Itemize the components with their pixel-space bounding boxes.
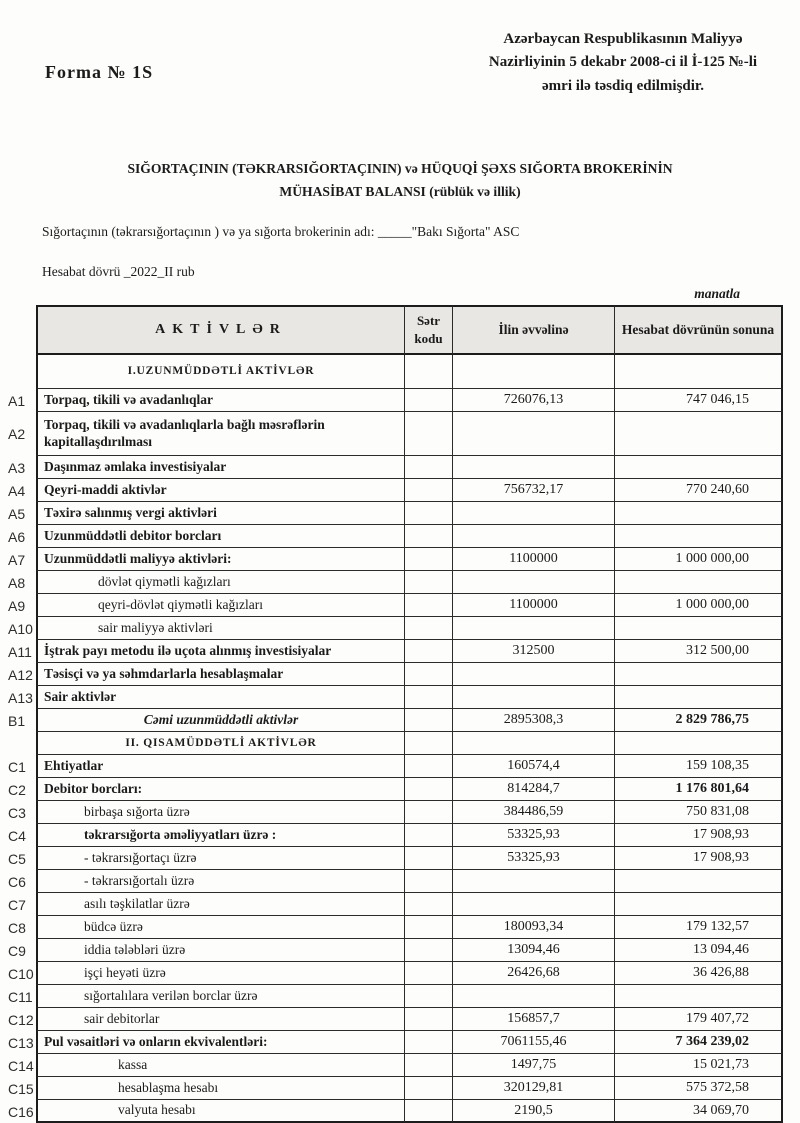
table-row [5,525,783,548]
row-code: A3 [8,459,26,476]
row-satr-kodu-cell [405,1031,453,1054]
row-satr-kodu-cell [405,801,453,824]
row-satr-kodu-cell [405,939,453,962]
value-end-of-period [615,571,783,594]
row-satr-kodu-cell [405,893,453,916]
value-end-of-period [615,456,783,479]
row-code: C7 [8,896,26,913]
table-row [5,939,783,962]
value-end-of-period: 15 021,73 [615,1054,783,1077]
table-row [5,893,783,916]
insurer-name-blank: _____ [377,224,412,239]
row-label: sığortalılara verilən borclar üzrə [36,985,405,1008]
row-code: A9 [8,597,26,614]
document-title [0,157,800,203]
value-beginning-of-year: 53325,93 [453,847,615,870]
row-code: C14 [8,1057,34,1074]
row-code [5,732,36,755]
row-label: sair maliyyə aktivləri [36,617,405,640]
row-label: Torpaq, tikili və avadanlıqlarla bağlı məsrəflərin kapitallaşdırılması [36,412,405,456]
value-beginning-of-year: 1100000 [453,548,615,571]
value-end-of-period [615,985,783,1008]
row-satr-kodu-cell [405,962,453,985]
value-beginning-of-year: 13094,46 [453,939,615,962]
row-label: Pul vəsaitləri və onların ekvivalentləri: [36,1031,405,1054]
value-beginning-of-year: 156857,7 [453,1008,615,1031]
row-code: B1 [8,712,26,729]
value-beginning-of-year: 320129,81 [453,1077,615,1100]
value-end-of-period: 750 831,08 [615,801,783,824]
row-satr-kodu-cell [405,755,453,778]
value-beginning-of-year: 1497,75 [453,1054,615,1077]
row-satr-kodu-cell [405,916,453,939]
row-code: C15 [8,1080,34,1097]
row-satr-kodu-cell [405,412,453,456]
insurer-name-value: "Bakı Sığorta" ASC [411,224,520,239]
insurer-name-line [42,224,519,240]
row-satr-kodu-cell [405,456,453,479]
row-label: Ehtiyatlar [36,755,405,778]
row-code: C13 [8,1034,34,1051]
row-label: Təsisçi və ya səhmdarlarla hesablaşmalar [36,663,405,686]
value-beginning-of-year [453,893,615,916]
row-satr-kodu-cell [405,479,453,502]
approval-note-line: əmri ilə təsdiq edilmişdir. [542,77,704,94]
table-row [5,801,783,824]
approval-note [448,28,798,98]
form-number: Forma № 1S [45,62,154,82]
row-code: A7 [8,551,26,568]
row-satr-kodu-cell [405,1100,453,1123]
table-row [5,824,783,847]
row-satr-kodu-cell [405,640,453,663]
table-row [5,389,783,412]
row-code: A6 [8,528,26,545]
row-label: Sair aktivlər [36,686,405,709]
row-label: Daşınmaz əmlaka investisiyalar [36,456,405,479]
value-end-of-period: 2 829 786,75 [615,709,783,732]
table-row [5,755,783,778]
row-satr-kodu-cell [405,1008,453,1031]
table-row [5,870,783,893]
value-end-of-period: 1 000 000,00 [615,548,783,571]
value-end-of-period [615,686,783,709]
row-code: C11 [8,988,33,1005]
value-end-of-period: 13 094,46 [615,939,783,962]
value-beginning-of-year: 726076,13 [453,389,615,412]
value-end-of-period: 1 000 000,00 [615,594,783,617]
value-beginning-of-year: 180093,34 [453,916,615,939]
value-beginning-of-year: 756732,17 [453,479,615,502]
row-label: iddia tələbləri üzrə [36,939,405,962]
value-end-of-period: 312 500,00 [615,640,783,663]
value-end-of-period [615,502,783,525]
row-satr-kodu-cell [405,389,453,412]
row-label: birbaşa sığorta üzrə [36,801,405,824]
value-beginning-of-year [453,412,615,456]
row-label: İştrak payı metodu ilə uçota alınmış investisiyalar [36,640,405,663]
table-row [5,1100,783,1123]
row-satr-kodu-cell [405,732,453,755]
row-satr-kodu-cell [405,686,453,709]
table-row [5,502,783,525]
row-label: I.UZUNMÜDDƏTLİ AKTİVLƏR [36,355,405,389]
value-beginning-of-year [453,732,615,755]
value-end-of-period [615,617,783,640]
document-title-line2: MÜHASİBAT BALANSI (rüblük və illik) [279,184,521,200]
table-row [5,456,783,479]
row-satr-kodu-cell [405,870,453,893]
row-code: A10 [8,620,33,637]
value-end-of-period: 34 069,70 [615,1100,783,1123]
row-label: dövlət qiymətli kağızları [36,571,405,594]
row-label: valyuta hesabı [36,1100,405,1123]
row-code: A2 [8,426,26,442]
row-label: asılı təşkilatlar üzrə [36,893,405,916]
row-label: Uzunmüddətli debitor borcları [36,525,405,548]
table-row [5,479,783,502]
value-end-of-period [615,893,783,916]
row-satr-kodu-cell [405,548,453,571]
value-beginning-of-year: 1100000 [453,594,615,617]
balance-table [5,305,783,1123]
table-row [5,663,783,686]
row-code: C12 [8,1011,34,1028]
row-code: C5 [8,850,26,867]
value-beginning-of-year: 2190,5 [453,1100,615,1123]
value-end-of-period: 575 372,58 [615,1077,783,1100]
row-satr-kodu-cell [405,571,453,594]
header-code-gutter [5,305,36,355]
value-end-of-period [615,412,783,456]
value-beginning-of-year [453,870,615,893]
table-row [5,686,783,709]
insurer-name-label: Sığortaçının (təkrarsığortaçının ) və ya sığorta brokerinin adı: [42,224,375,239]
row-code: A1 [8,392,26,409]
value-end-of-period: 159 108,35 [615,755,783,778]
value-beginning-of-year [453,571,615,594]
row-label: Təxirə salınmış vergi aktivləri [36,502,405,525]
table-row [5,1077,783,1100]
row-code [5,355,36,389]
row-label: kassa [36,1054,405,1077]
value-end-of-period: 179 407,72 [615,1008,783,1031]
table-row [5,548,783,571]
row-label: sair debitorlar [36,1008,405,1031]
table-row [5,412,783,456]
row-code: C9 [8,942,26,959]
header-row-code: Sətr kodu [405,305,453,355]
row-code: C4 [8,827,26,844]
value-beginning-of-year: 53325,93 [453,824,615,847]
row-label: II. QISAMÜDDƏTLİ AKTİVLƏR [36,732,405,755]
currency-note: manatla [694,286,740,301]
value-end-of-period: 1 176 801,64 [615,778,783,801]
table-header-row [5,305,783,355]
table-row [5,778,783,801]
value-end-of-period: 17 908,93 [615,847,783,870]
reporting-period: Hesabat dövrü _2022_II rub [42,264,195,279]
value-beginning-of-year: 26426,68 [453,962,615,985]
row-label: Cəmi uzunmüddətli aktivlər [36,709,405,732]
row-satr-kodu-cell [405,355,453,389]
row-code: C10 [8,965,34,982]
row-label: - təkrarsığortalı üzrə [36,870,405,893]
section-row [5,355,783,389]
value-beginning-of-year: 7061155,46 [453,1031,615,1054]
row-label: Uzunmüddətli maliyyə aktivləri: [36,548,405,571]
value-end-of-period: 7 364 239,02 [615,1031,783,1054]
table-row [5,847,783,870]
row-label: büdcə üzrə [36,916,405,939]
row-code: C2 [8,781,26,798]
row-code: C16 [8,1103,34,1120]
row-code: A4 [8,482,26,499]
value-end-of-period: 17 908,93 [615,824,783,847]
row-satr-kodu-cell [405,1077,453,1100]
row-label: işçi heyəti üzrə [36,962,405,985]
row-satr-kodu-cell [405,778,453,801]
row-satr-kodu-cell [405,594,453,617]
row-code: C3 [8,804,26,821]
value-end-of-period: 179 132,57 [615,916,783,939]
row-satr-kodu-cell [405,709,453,732]
row-label: təkrarsığorta əməliyyatları üzrə : [36,824,405,847]
value-beginning-of-year: 160574,4 [453,755,615,778]
row-satr-kodu-cell [405,985,453,1008]
row-satr-kodu-cell [405,824,453,847]
row-code: C6 [8,873,26,890]
value-end-of-period: 747 046,15 [615,389,783,412]
table-body [5,355,783,1123]
value-beginning-of-year: 384486,59 [453,801,615,824]
table-row [5,640,783,663]
value-end-of-period [615,663,783,686]
value-end-of-period [615,870,783,893]
row-satr-kodu-cell [405,663,453,686]
value-end-of-period [615,732,783,755]
value-end-of-period [615,355,783,389]
row-code: A11 [8,643,32,660]
value-beginning-of-year: 2895308,3 [453,709,615,732]
approval-note-line: Nazirliyinin 5 dekabr 2008-ci il İ-125 №-li [488,54,758,71]
section-row [5,732,783,755]
row-code: C8 [8,919,26,936]
total-row [5,709,783,732]
value-beginning-of-year [453,525,615,548]
row-label: hesablaşma hesabı [36,1077,405,1100]
row-code: C1 [8,758,26,775]
table-row [5,962,783,985]
row-satr-kodu-cell [405,525,453,548]
value-end-of-period [615,525,783,548]
row-code: A12 [8,666,33,683]
table-row [5,617,783,640]
header-assets: AKTİVLƏR [36,305,405,355]
value-beginning-of-year [453,502,615,525]
value-beginning-of-year [453,663,615,686]
value-beginning-of-year [453,617,615,640]
row-label: Debitor borcları: [36,778,405,801]
header-beginning-of-year: İlin əvvəlinə [453,305,615,355]
row-code: A13 [8,689,33,706]
row-satr-kodu-cell [405,1054,453,1077]
value-beginning-of-year: 814284,7 [453,778,615,801]
value-beginning-of-year [453,686,615,709]
row-satr-kodu-cell [405,847,453,870]
table-row [5,1008,783,1031]
table-row [5,1031,783,1054]
value-end-of-period: 770 240,60 [615,479,783,502]
row-code: A5 [8,505,26,522]
row-satr-kodu-cell [405,617,453,640]
row-label: qeyri-dövlət qiymətli kağızları [36,594,405,617]
value-beginning-of-year [453,456,615,479]
value-end-of-period: 36 426,88 [615,962,783,985]
approval-note-line: Azərbaycan Respublikasının Maliyyə [503,31,743,47]
row-code: A8 [8,574,26,591]
row-label: Torpaq, tikili və avadanlıqlar [36,389,405,412]
table-row [5,571,783,594]
row-label: Qeyri-maddi aktivlər [36,479,405,502]
value-beginning-of-year: 312500 [453,640,615,663]
value-beginning-of-year [453,985,615,1008]
table-row [5,985,783,1008]
table-row [5,594,783,617]
header-end-of-period: Hesabat dövrünün sonuna [615,305,783,355]
table-row [5,1054,783,1077]
row-label: - təkrarsığortaçı üzrə [36,847,405,870]
table-row [5,916,783,939]
row-satr-kodu-cell [405,502,453,525]
value-beginning-of-year [453,355,615,389]
document-title-line1: SIĞORTAÇININ (TƏKRARSIĞORTAÇININ) və HÜQUQİ ŞƏXS SIĞORTA BROKERİNİN [127,161,673,176]
